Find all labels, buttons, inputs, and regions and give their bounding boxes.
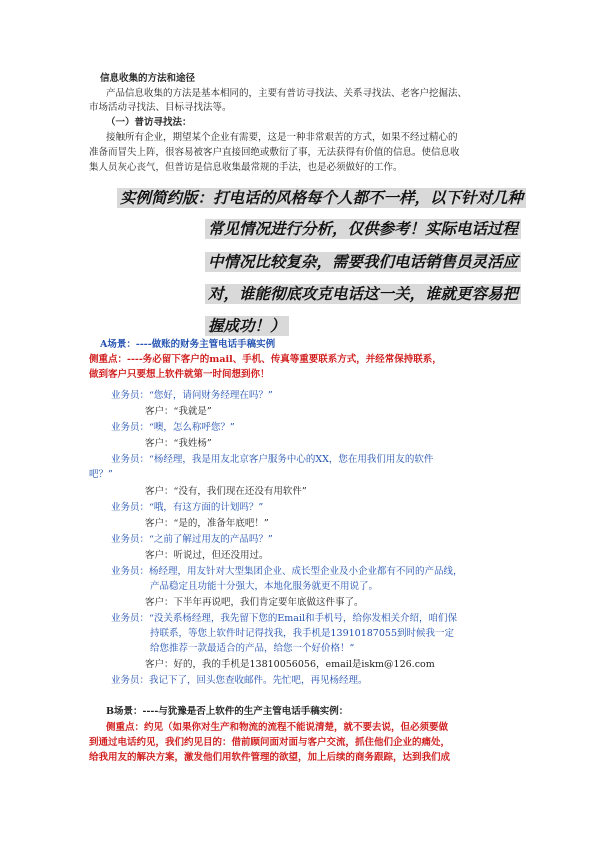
dialog-line: 业务员：“杨经理，我是用友北京客户服务中心的XX，您在用我们用友的软件 [111, 454, 434, 465]
scene-a-focus-2: 做到客户只要想上软件就第一时间想到你！ [89, 369, 270, 380]
dialog-line: 客户：好的，我的手机是13810056056，email是iskm@126.com [145, 659, 435, 670]
dialog-line: 客户：听说过，但还没用过。 [145, 550, 269, 561]
banner-line-2: 常见情况进行分析，仅供参考！实际电话过程 [205, 219, 521, 239]
dialog-line: 吧？” [89, 469, 113, 480]
dialog-line: 业务员：“哦，有这方面的计划吗？” [111, 502, 264, 513]
banner-line-3: 中情况比较复杂，需要我们电话销售员灵活应 [205, 252, 521, 272]
dialog-line: 客户：下半年再说吧，我们肯定要年底做这件事了。 [145, 597, 364, 608]
dialog-line: 持联系，等您上软件时记得找我，我手机是13910187055到时候我一定 [150, 628, 454, 639]
section-title: （一）普访寻找法： [106, 117, 192, 128]
intro-line-2: 市场活动寻找法、目标寻找法等。 [89, 102, 232, 113]
heading: 信息收集的方法和途径 [100, 73, 196, 84]
dialog-line: 业务员：我记下了，回头您查收邮件。先忙吧，再见杨经理。 [111, 675, 368, 686]
dialog-line: 给您推荐一款最适合的产品，给您一个好价格！” [150, 643, 355, 654]
dialog-line: 产品稳定且功能十分强大，本地化服务就更不用说了。 [150, 581, 379, 592]
dialog-line: 业务员：杨经理，用友针对大型集团企业、成长型企业及小企业都有不同的产品线， [111, 566, 463, 577]
dialog-line: 客户：“没有，我们现在还没有用软件” [145, 486, 307, 497]
banner-line-1: 实例简约版：打电话的风格每个人都不一样，以下针对几种 [117, 188, 526, 208]
para-line-2: 准备而冒失上阵，很容易被客户直接回绝或敷衍了事，无法获得有价值的信息。使信息收 [89, 147, 460, 158]
banner-line-4: 对，谁能彻底攻克电话这一关，谁就更容易把 [205, 284, 521, 304]
scene-a-title: A场景：----做账的财务主管电话手稿实例 [100, 339, 276, 350]
scene-b-focus-1: 侧重点：约见（如果你对生产和物流的流程不能说清楚，就不要去说，但必须要做 [106, 722, 449, 733]
para-line-3: 集人员灰心丧气，但普访是信息收集最常规的手法，也是必须做好的工作。 [89, 162, 403, 173]
scene-b-title: B场景：----与犹豫是否上软件的生产主管电话手稿实例： [106, 706, 349, 717]
scene-a-focus-1: 侧重点：----务必留下客户的mail、手机、传真等重要联系方式，并经常保持联系， [89, 354, 442, 365]
dialog-line: 业务员：“噢，怎么称呼您？” [111, 422, 235, 433]
dialog-line: 业务员：“您好，请问财务经理在吗？” [111, 390, 273, 401]
dialog-line: 业务员：“之前了解过用友的产品吗？” [111, 534, 273, 545]
dialog-line: 客户：“我姓杨” [145, 438, 212, 449]
para-line-1: 接触所有企业，期望某个企业有需要，这是一种非常艰苦的方式，如果不经过精心的 [106, 132, 458, 143]
scene-b-focus-3: 给我用友的解决方案，激发他们用软件管理的欲望，加上后续的商务跟踪，达到我们成 [89, 752, 451, 763]
scene-b-focus-2: 到通过电话约见，我们约见目的：借前顾问面对面与客户交流，抓住他们企业的痛处， [89, 737, 451, 748]
banner-line-5: 握成功！） [205, 316, 289, 336]
dialog-line: 客户：“我就是” [145, 406, 212, 417]
dialog-line: 业务员：“没关系杨经理，我先留下您的Email和手机号，给你发相关介绍，咱们保 [111, 613, 458, 624]
dialog-line: 客户：“是的，准备年底吧！” [145, 518, 269, 529]
intro-line-1: 产品信息收集的方法是基本相同的，主要有普访寻找法、关系寻找法、老客户挖掘法、 [106, 88, 468, 99]
